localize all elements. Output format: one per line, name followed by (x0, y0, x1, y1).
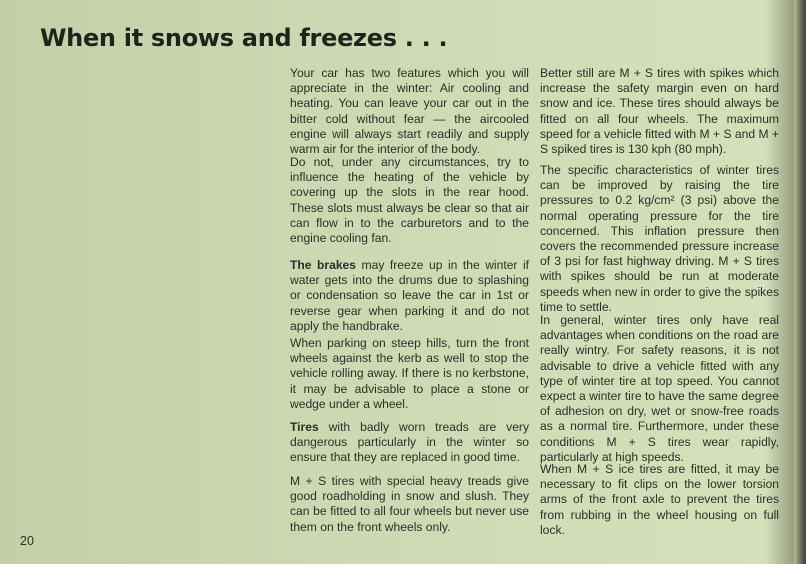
brakes-text: may freeze up in the winter if water gets into the drums due to splashing or condensation so leave the car in 1st or reverse gear when parking it and do not apply the handbrake. (290, 258, 530, 333)
paragraph-ice-tire-clips: When M + S ice tires are fitted, it may be necessary to fit clips on the lower torsion arms of the front axle to prevent the tires from rubbing in the wheel housing on full lock. (540, 462, 779, 537)
paragraph-tires (290, 420, 529, 466)
paragraph-rear-hood-slots: Do not, under any circumstances, try to influence the heating of the vehicle by covering up the slots in the rear hood. These slots must always be clear so that air can flow in to the carburetors and to the engine cooling fan. (290, 155, 529, 246)
paragraph-steep-hills: When parking on steep hills, turn the front wheels against the kerb as well to stop the vehicle rolling away. If there is no kerbstone, it may be advisable to place a stone or wedge under a wheel. (290, 336, 529, 411)
book-spine-shadow (794, 0, 806, 564)
tires-lead-term: Tires (290, 420, 319, 434)
paragraph-tire-pressure: The specific characteristics of winter tires can be improved by raising the tire pressures to 0.2 kg/cm² (3 psi) above the normal operating pressure for the tire concerned. This inflation pressure then covers the recommended pressure increase of 3 psi for fast highway driving. M + S tires with spikes should be run at moderate speeds when new in order to give the spikes time to settle. (540, 163, 779, 314)
paragraph-spiked-tires: Better still are M + S tires with spikes which increase the safety margin even on hard snow and ice. These tires should always be fitted on all four wheels. The maximum speed for a vehicle fitted with M + S and M + S spiked tires is 130 kph (80 mph). (540, 66, 779, 157)
paragraph-winter-tire-advantages: In general, winter tires only have real advantages when conditions on the road are really wintry. For safety reasons, it is not advisable to drive a vehicle fitted with any type of winter tire at top speed. You cannot expect a winter tire to have the same degree of adhesion on dry, wet or snow-free roads as a normal tire. Furthermore, under these conditions M + S tires wear rapidly, particularly at high speeds. (540, 313, 779, 464)
brakes-lead-term: The brakes (290, 258, 357, 272)
paragraph-ms-tires: M + S tires with special heavy treads give good roadholding in snow and slush. They can be fitted to all four wheels but never use them on the front wheels only. (290, 474, 529, 534)
tires-text: with badly worn treads are very dangerous particularly in the winter so ensure that they are replaced in good time. (290, 420, 529, 465)
paragraph-air-cooling: Your car has two features which you will appreciate in the winter: Air cooling and heating. You can leave your car out in the bitter cold without fear — the aircooled engine will always start readily and supply warm air for the interior of the body. (290, 66, 529, 157)
page-heading: When it snows and freezes . . . (40, 24, 448, 52)
paragraph-brakes (290, 258, 529, 334)
page-number: 20 (20, 534, 34, 548)
